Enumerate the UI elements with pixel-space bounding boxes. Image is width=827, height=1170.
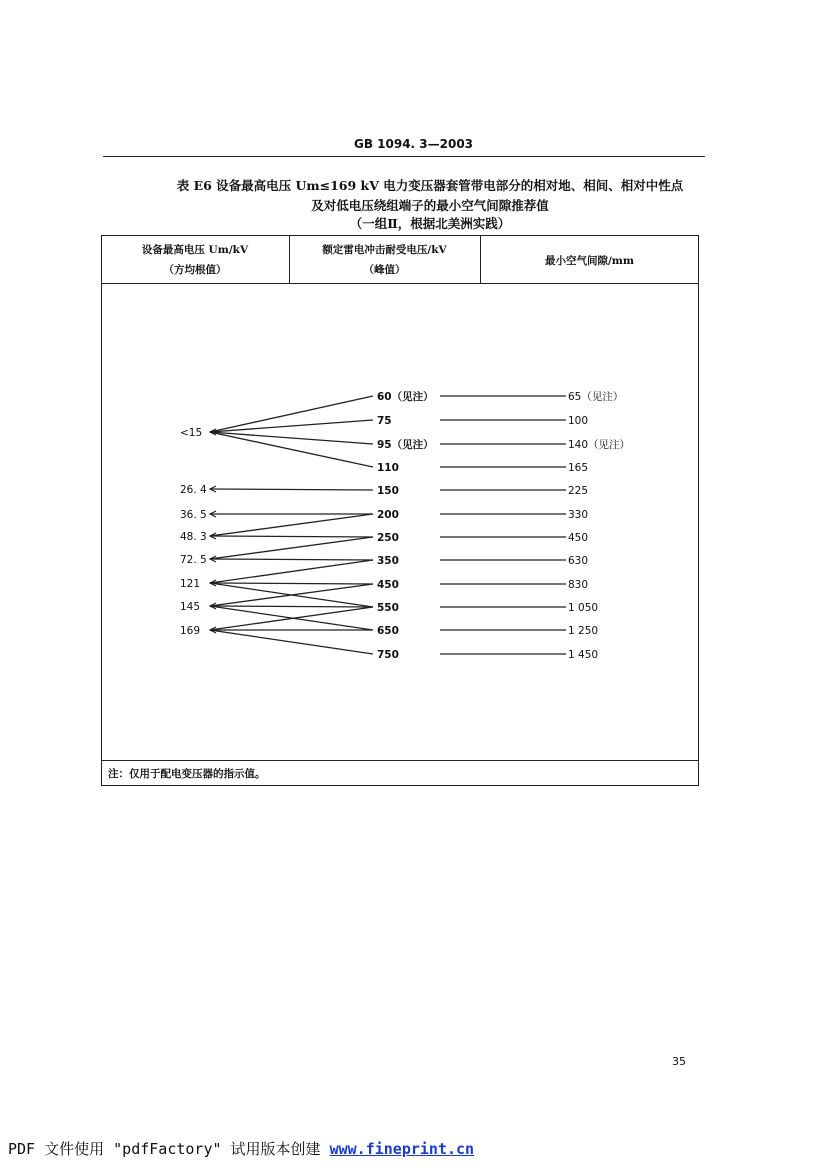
table-title-line3: （一组Ⅱ，根据北美洲实践）	[349, 216, 511, 231]
pdf-footer	[8, 1138, 474, 1159]
clearance-label: 330	[568, 509, 589, 521]
table-note: 注：仅用于配电变压器的指示值。	[108, 768, 266, 780]
table-title-line1: 表 E6 设备最高电压 Um≤169 kV 电力变压器套管带电部分的相对地、相间、相对中性点	[176, 178, 684, 193]
voltage-label: <15	[180, 427, 203, 439]
clearance-label: 225	[568, 485, 589, 497]
voltage-impulse-link	[210, 489, 373, 490]
voltage-impulse-link	[210, 537, 373, 559]
voltage-label: 121	[180, 578, 201, 590]
clearance-label: 630	[568, 555, 589, 567]
clearance-label: 450	[568, 532, 589, 544]
impulse-label: 150	[377, 485, 399, 497]
voltage-impulse-link	[210, 606, 373, 607]
standard-code: GB 1094. 3—2003	[353, 137, 474, 151]
impulse-label: 550	[377, 602, 399, 614]
voltage-impulse-link	[210, 583, 373, 584]
page-number: 35	[672, 1055, 686, 1068]
impulse-label: 250	[377, 532, 399, 544]
impulse-label: 110	[377, 462, 399, 474]
voltage-impulse-link	[210, 536, 373, 537]
voltage-label: 72. 5	[180, 554, 207, 566]
voltage-impulse-link	[210, 560, 373, 583]
col1-subheader: （方均根值）	[163, 264, 227, 276]
impulse-label: 200	[377, 509, 399, 521]
impulse-label: 350	[377, 555, 399, 567]
clearance-label: 1 250	[568, 625, 599, 637]
voltage-label: 36. 5	[180, 509, 207, 521]
table-title-line2: 及对低电压绕组端子的最小空气间隙推荐值	[311, 198, 549, 213]
clearance-label: 100	[568, 415, 589, 427]
col2-subheader: （峰值）	[363, 264, 406, 276]
col3-header: 最小空气间隙/mm	[544, 255, 635, 267]
voltage-impulse-link	[210, 432, 373, 444]
impulse-label: 95（见注）	[377, 439, 434, 451]
voltage-label: 145	[180, 601, 201, 613]
voltage-impulse-link	[210, 514, 373, 536]
clearance-label: 140（见注）	[568, 439, 631, 451]
impulse-label: 75	[377, 415, 392, 427]
clearance-label: 1 450	[568, 649, 599, 661]
voltage-label: 169	[180, 625, 201, 637]
voltage-impulse-link	[210, 584, 373, 606]
clearance-label: 65（见注）	[568, 391, 624, 403]
clearance-label: 830	[568, 579, 589, 591]
footer-link[interactable]: www.fineprint.cn	[329, 1140, 475, 1158]
voltage-label: 26. 4	[180, 484, 207, 496]
clearance-label: 1 050	[568, 602, 599, 614]
impulse-label: 750	[377, 649, 399, 661]
impulse-label: 450	[377, 579, 399, 591]
clearance-label: 165	[568, 462, 589, 474]
voltage-label: 48. 3	[180, 531, 207, 543]
voltage-impulse-link	[210, 630, 373, 654]
impulse-label: 60（见注）	[377, 391, 434, 403]
impulse-label: 650	[377, 625, 399, 637]
note-rule	[101, 760, 699, 761]
voltage-impulse-link	[210, 432, 373, 467]
voltage-impulse-link	[210, 559, 373, 560]
col1-header: 设备最高电压 Um/kV	[141, 244, 249, 256]
footer-text: PDF 文件使用 "pdfFactory" 试用版本创建	[8, 1140, 330, 1158]
col2-header: 额定雷电冲击耐受电压/kV	[322, 244, 447, 256]
